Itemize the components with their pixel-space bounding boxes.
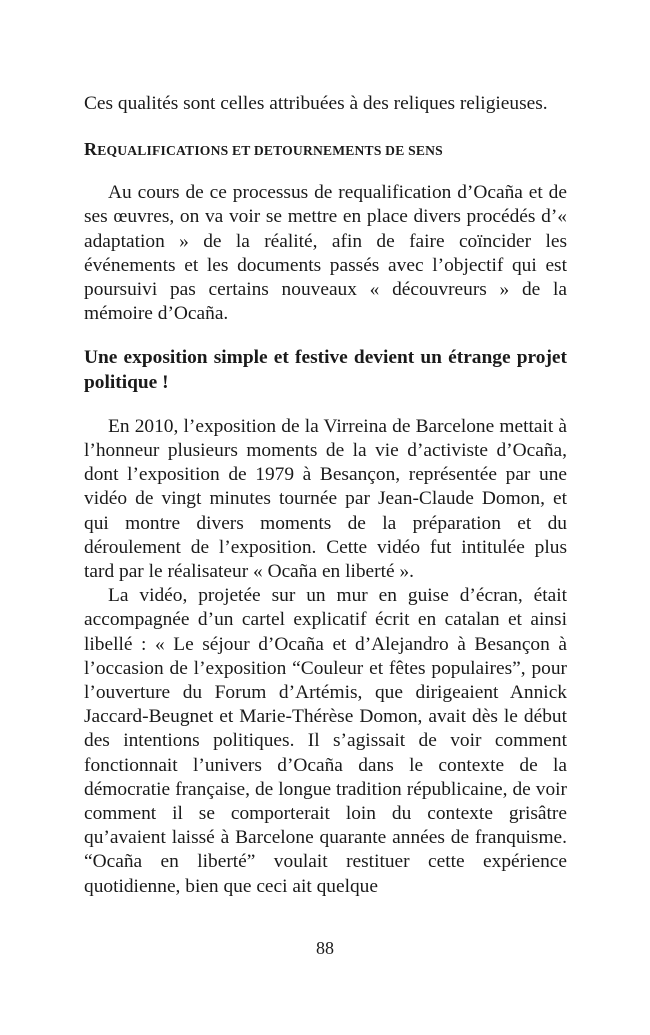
section-heading: [84, 138, 567, 162]
paragraph-exposition-2010: En 2010, l’exposition de la Virreina de Barcelone mettait à l’honneur plusieurs moments de la vie d’activiste d’Ocaña, dont l’exposition de 1979 à Besançon, représentée par une vidéo de vingt minutes tournée par Jean-Claude Domon, et qui montre divers moments de la préparation et du déroulement de l’exposition. Cette vidéo fut intitulée plus tard par le réalisateur « Ocaña en liberté ».: [84, 415, 567, 583]
subsection-heading: Une exposition simple et festive devient un étrange projet politique !: [84, 347, 567, 393]
page-number: 88: [316, 938, 334, 958]
paragraph-video-cartel: La vidéo, projetée sur un mur en guise d’écran, était accompagnée d’un cartel explicatif écrit en catalan et ainsi libellé : « Le séjour d’Ocaña et d’Alejandro à Besançon à l’occasion de l’exposition “Couleur et fêtes populaires”, pour l’ouverture du Forum d’Artémis, que dirigeaient Annick Jaccard-Beugnet et Marie-Thérèse Domon, avait dès le début des intentions politiques. Il s’agissait de voir comment fonctionnait l’univers d’Ocaña dans le contexte de la démocratie française, de longue tradition républicaine, de voir comment il se comporterait loin du contexte grisâtre qu’avaient laissé à Barcelone quarante années de franquisme. “Ocaña en liberté” voulait restituer cette expérience quotidienne, bien que ceci ait quelque: [84, 585, 567, 897]
section-heading-text: EQUALIFICATIONS ET DETOURNEMENTS DE SENS: [97, 143, 443, 159]
book-page: [84, 92, 567, 899]
paragraph-intro: Ces qualités sont celles attribuées à des reliques religieuses.: [84, 93, 548, 114]
paragraph-requalification: Au cours de ce processus de requalification d’Ocaña et de ses œuvres, on va voir se mettre en place divers procédés d’« adaptation » de la réalité, afin de faire coïncider les événements et les documents passés avec l’objectif qui est poursuivi pas certains nouveaux « découvreurs » de la mémoire d’Ocaña.: [84, 182, 567, 325]
section-heading-initial: R: [84, 139, 98, 160]
